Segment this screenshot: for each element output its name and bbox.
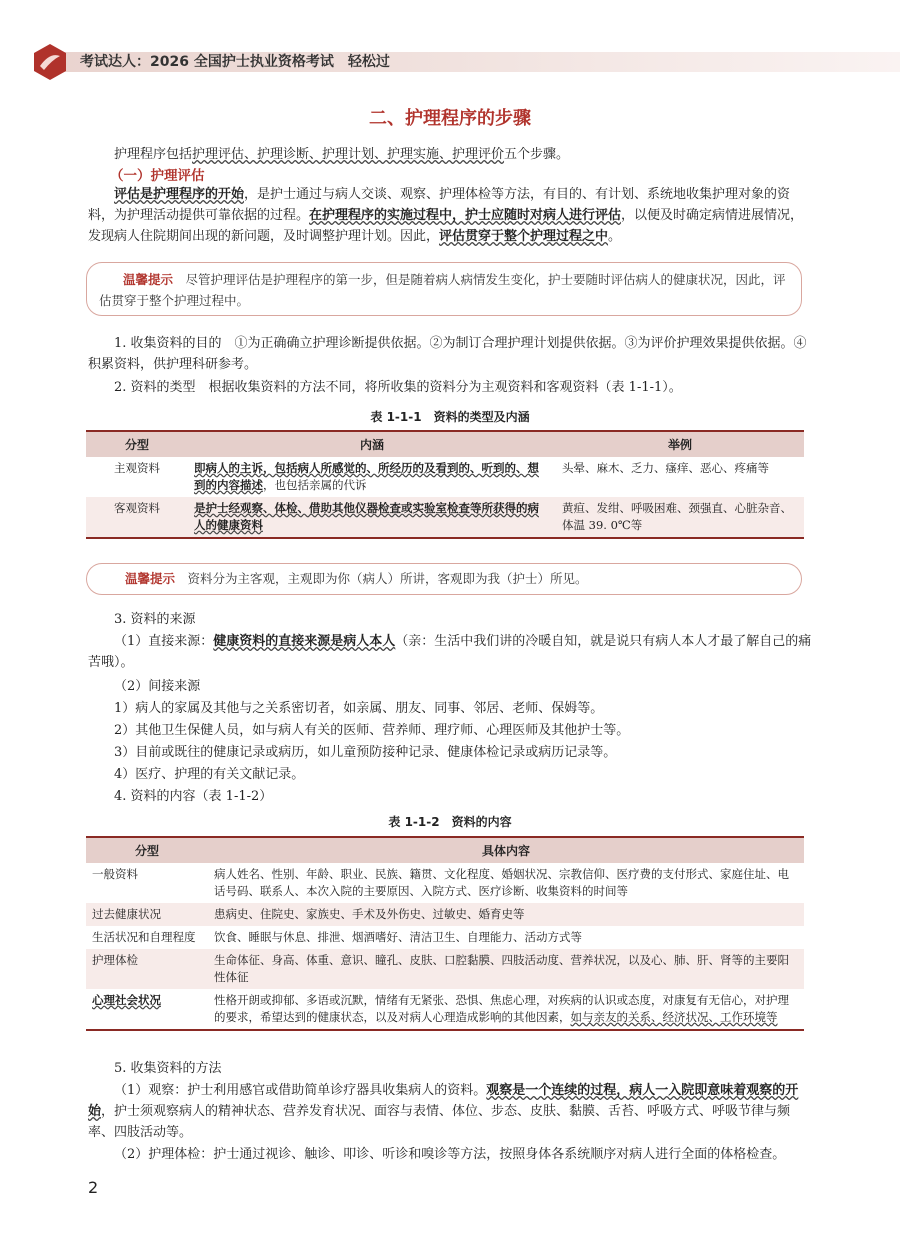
intro-paragraph: 护理程序包括护理评估、护理诊断、护理计划、护理实施、护理评价五个步骤。 (114, 147, 570, 162)
methods-exam: （2）护理体检：护士通过视诊、触诊、叩诊、听诊和嗅诊等方法，按照身体各系统顺序对病人进行全面的体格检查。 (114, 1147, 786, 1162)
table-header: 举例 (556, 431, 804, 457)
header-title: 考试达人：2026 全国护士执业资格考试 轻松过 (80, 54, 390, 70)
tip-label: 温馨提示 (123, 272, 174, 287)
table-header: 具体内容 (208, 837, 804, 863)
page-header (0, 40, 900, 80)
page-number: 2 (88, 1178, 99, 1197)
tip-text: 尽管护理评估是护理程序的第一步，但是随着病人病情发生变化，护士要随时评估病人的健康状况，因此，评估贯穿于整个护理过程中。 (99, 272, 786, 308)
source-indirect: （2）间接来源 (114, 679, 201, 694)
table-row: 心理社会状况 性格开朗或抑郁、多语或沉默，情绪有无紧张、恐惧、焦虑心理，对疾病的认识或态度，对康复有无信心，对护理的要求，希望达到的健康状态，以及对病人心理造成影响的其他因素，如与亲友的关系、经济状况、工作环境等 (86, 989, 804, 1030)
list-item: 4）医疗、护理的有关文献记录。 (114, 767, 305, 782)
tip-text: 资料分为主客观，主观即为你（病人）所讲，客观即为我（护士）所见。 (187, 571, 588, 586)
table-header: 内涵 (188, 431, 556, 457)
assessment-paragraph: 评估是护理程序的开始，是护士通过与病人交谈、观察、护理体检等方法，有目的、有计划、系统地收集护理对象的资料，为护理活动提供可靠依据的过程。在护理程序的实施过程中，护士应随时对病人进行评估，以便及时确定病情进展情况，发现病人住院期间出现的新问题，及时调整护理计划。因此，评估贯穿于整个护理过程之中。 (88, 187, 804, 244)
list-item: 2）其他卫生保健人员，如与病人有关的医师、营养师、理疗师、心理医师及其他护士等。 (114, 723, 630, 738)
table1-caption: 表 1-1-1 资料的类型及内涵 (370, 410, 530, 424)
table-header: 分型 (86, 837, 208, 863)
brand-logo-icon (30, 42, 70, 82)
methods-heading: 5. 收集资料的方法 (114, 1061, 222, 1076)
tip-box-1 (86, 262, 802, 316)
section-title: 二、护理程序的步骤 (369, 108, 531, 129)
table-row: 护理体检 生命体征、身高、体重、意识、瞳孔、皮肤、口腔黏膜、四肢活动度、营养状况，以及心、肺、肝、肾等的主要阳性体征 (86, 949, 804, 989)
table-row: 过去健康状况 患病史、住院史、家族史、手术及外伤史、过敏史、婚育史等 (86, 903, 804, 926)
table-row: 生活状况和自理程度 饮食、睡眠与休息、排泄、烟酒嗜好、清洁卫生、自理能力、活动方式等 (92, 930, 582, 944)
table-row: 主观资料 即病人的主诉，包括病人所感觉的、所经历的及看到的、听到的、想到的内容描述，也包括亲属的代诉 头晕、麻木、乏力、瘙痒、恶心、疼痛等 (114, 461, 769, 492)
methods-observation: （1）观察：护士利用感官或借助简单诊疗器具收集病人的资料。观察是一个连续的过程，病人一入院即意味着观察的开始，护士须观察病人的精神状态、营养发育状况、面容与表情、体位、步态、皮肤、黏膜、舌苔、呼吸方式、呼吸节律与频率、四肢活动等。 (88, 1083, 799, 1140)
data-types-table (86, 430, 804, 539)
subheading-assessment: （一）护理评估 (110, 168, 205, 184)
source-heading: 3. 资料的来源 (114, 612, 196, 627)
tip-box-2 (86, 563, 802, 595)
table2-caption: 表 1-1-2 资料的内容 (388, 815, 512, 829)
table-header: 分型 (86, 431, 188, 457)
content-heading: 4. 资料的内容（表 1-1-2） (114, 789, 273, 804)
list-item: 3）目前或既往的健康记录或病历，如儿童预防接种记录、健康体检记录或病历记录等。 (114, 745, 617, 760)
purpose-paragraph: 1. 收集资料的目的 ①为正确确立护理诊断提供依据。②为制订合理护理计划提供依据。③为评价护理效果提供依据。④积累资料，供护理科研参考。 (88, 336, 807, 372)
list-item: 1）病人的家属及其他与之关系密切者，如亲属、朋友、同事、邻居、老师、保姆等。 (114, 701, 604, 716)
table-row: 客观资料 是护士经观察、体检、借助其他仪器检查或实验室检查等所获得的病人的健康资料 黄疸、发绀、呼吸困难、颈强直、心脏杂音、体温 39. 0℃等 (86, 497, 804, 538)
table-row: 一般资料 病人姓名、性别、年龄、职业、民族、籍贯、文化程度、婚姻状况、宗教信仰、医疗费的支付形式、家庭住址、电话号码、联系人、本次入院的主要原因、入院方式、医疗诊断、收集资料的时间等 (92, 867, 789, 898)
tip-label: 温馨提示 (125, 571, 176, 586)
types-paragraph: 2. 资料的类型 根据收集资料的方法不同，将所收集的资料分为主观资料和客观资料（表 1-1-1）。 (114, 380, 682, 395)
source-direct: （1）直接来源：健康资料的直接来源是病人本人（亲：生活中我们讲的冷暖自知，就是说只有病人本人才最了解自己的痛苦哦）。 (88, 634, 812, 670)
data-content-table (86, 836, 804, 1031)
